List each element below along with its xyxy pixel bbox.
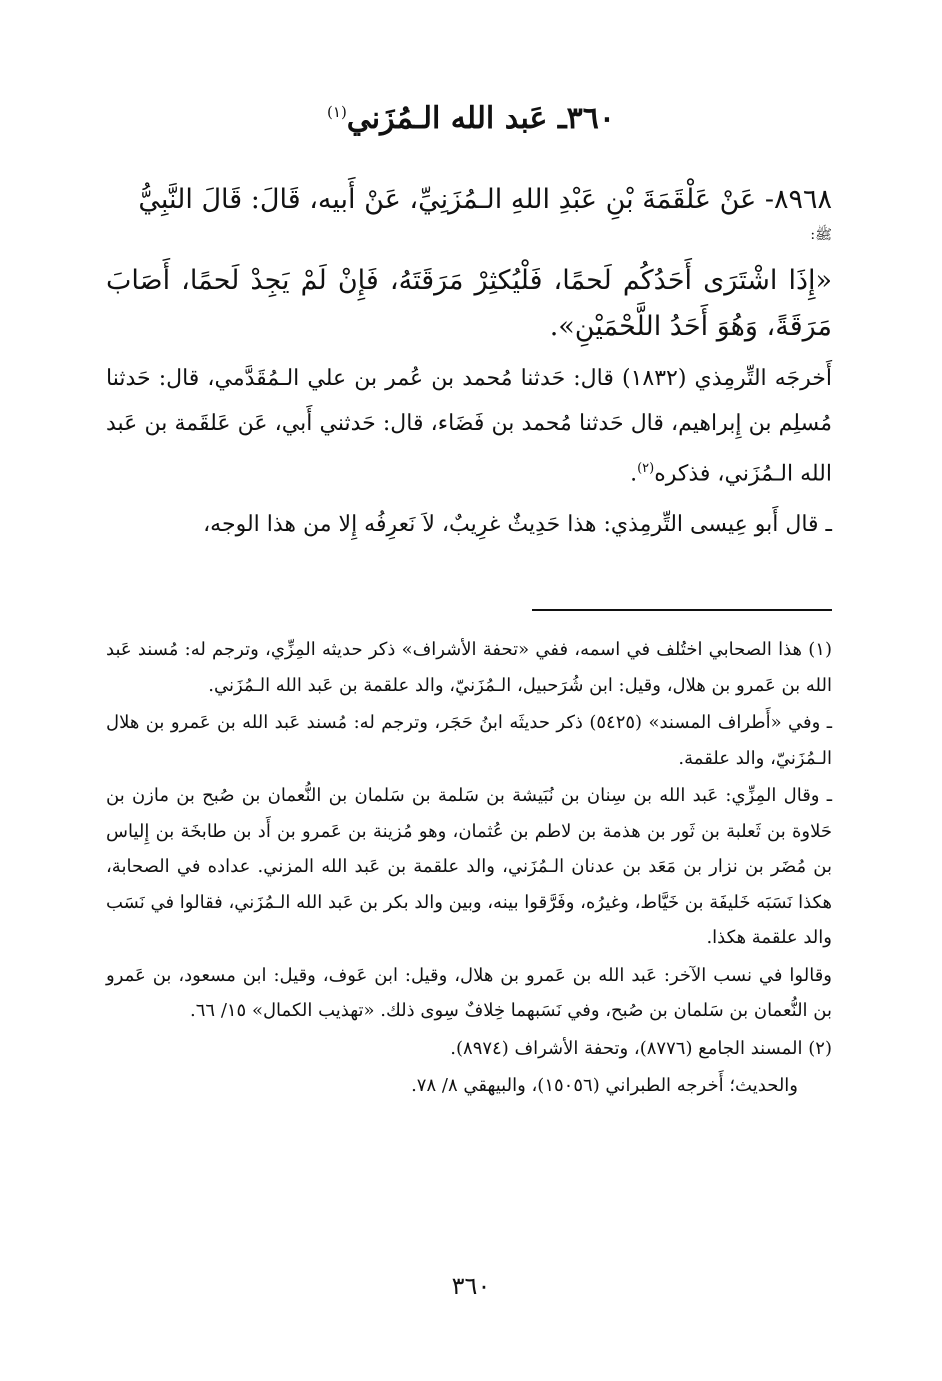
chapter-title-text: ٣٦٠ـ عَبد الله الـمُزَني [346,101,615,136]
footnote-1-para-1: (١) هذا الصحابي اختُلف في اسمه، ففي «تحفة الأشراف» ذكر حديثه المِزِّي، وترجم له: مُسند عَبد الله بن عَمرو بن هلال، وقيل: ابن شُرَحبيل، الـمُزَنيّ، والد علقمة بن عَبد الله الـمُزَني. [106,639,832,696]
footnote-divider [532,609,832,611]
footnote-1-para-2: ـ وفي «أَطراف المسند» (٥٤٢٥) ذكر حديثَه ابنُ حَجَر، وترجم له: مُسند عَبد الله بن عَمرو بن هلال الـمُزَنيّ، والد علقمة. [106,712,833,769]
chapter-title [0,92,942,139]
takhrij-end: . [630,461,638,487]
hadith-matn: «إِذَا اشْتَرَى أَحَدُكُم لَحمًا، فَلْيُكثِرْ مَرَقَتَهُ، فَإِنْ لَمْ يَجِدْ لَحمًا، أَصَابَ مَرَقَةً، وَهُوَ أَحَدُ اللَّحْمَيْنِ». [106,265,832,342]
takhrij-text: أَخرجَه التِّرمِذي (١٨٣٢) قال: حَدثنا مُحمد بن عُمر بن علي الـمُقَدَّمي، قال: حَدثنا مُسلِم بن إِبراهيم، قال حَدثنا مُحمد بن فَضَاء، قال: حَدثني أَبي، عَن عَلقَمة بن عَبد الله الـمُزَني، فذكره [106,366,833,487]
footnote-2-para-2: والحديث؛ أَخرجه الطبراني (١٥٠٥٦)، والبيهقي ٨/ ٧٨. [411,1075,798,1096]
footnote-1-para-4: وقالوا في نسب الآخر: عَبد الله بن عَمرو بن هلال، وقيل: ابن عَوف، وقيل: ابن مسعود، بن عَمرو بن النُّعمان بن سَلمان بن صُبح، وفي نَسَبهما خِلافٌ سِوى ذلك. «تهذيب الكمال» ١٥/ ٦٦. [106,964,833,1021]
hadith-intro: ٨٩٦٨- عَنْ عَلْقَمَةَ بْنِ عَبْدِ اللهِ الـمُزَنِيِّ، عَنْ أَبيه، قَالَ: قَالَ النَّبِيُّ [138,184,832,215]
page-number: ٣٦٠ [451,1272,491,1300]
footnotes [106,632,832,1106]
takhrij-footnote-ref: (٢) [637,461,655,476]
footnote-1-para-3: ـ وقال المِزِّي: عَبد الله بن سِنان بن نُبَيشة بن سَلمة بن سَلمان بن النُّعمان بن صُبح بن مازن بن حَلاوة بن ثَعلبة بن ثَور بن هذمة بن لاطم بن عُثمان، وهو مُزينة بن عَمرو بن أَد بن طابخَة بن إِلياس بن مُضَر بن نزار بن مَعَد بن عدنان الـمُزَني، والد علقمة بن عَبد الله المزني. عداده في الصحابة، هكذا نَسَبَه خَليفَة بن خَيَّاط، وغيرُه، وفَرَّقوا بينه، وبين والد بكر بن عَبد الله الـمُزَني، فقالوا في نَسَب والد علقمة هكذا. [106,785,832,948]
main-text [106,178,832,553]
chapter-footnote-ref: (١) [327,103,347,121]
footnote-2-para-1: (٢) المسند الجامع (٨٧٧٦)، وتحفة الأشراف (٨٩٧٤). [450,1037,832,1059]
tirmidhi-comment: ـ قال أَبو عِيسى التِّرمِذي: هذا حَدِيثٌ غرِيبٌ، لاَ نَعرِفُه إِلا من هذا الوجه، [203,512,832,538]
takhrij-paragraph [106,356,832,496]
salawat-glyph: ﷺ: [810,227,832,243]
